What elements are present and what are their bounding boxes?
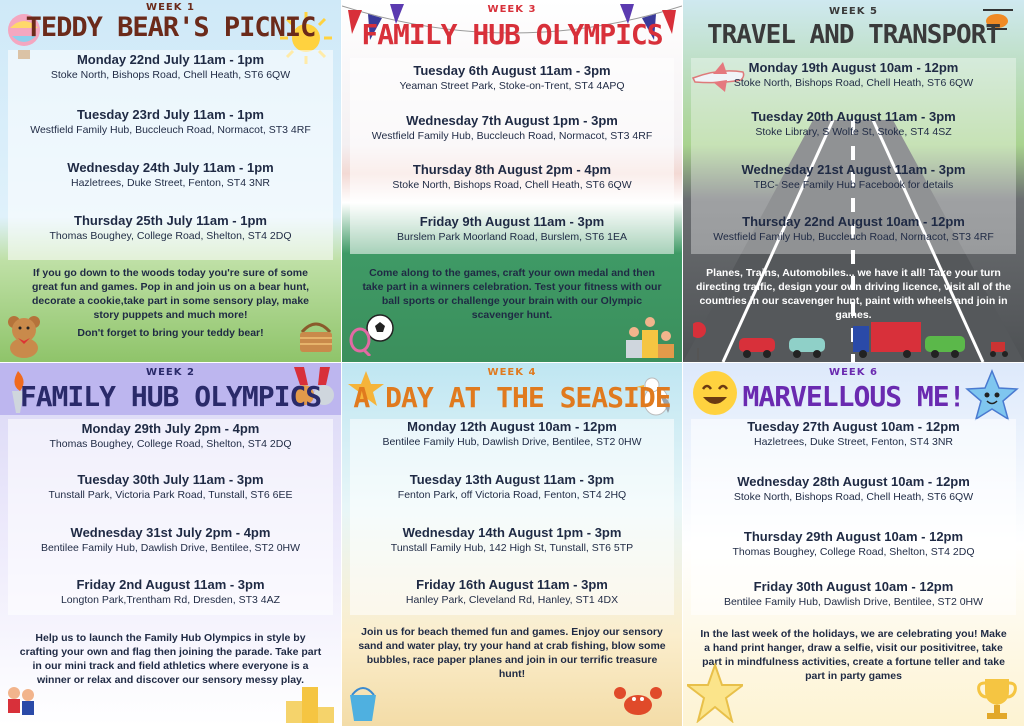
panel-title: FAMILY HUB OLYMPICS	[361, 18, 663, 51]
week-label: WEEK 2	[146, 367, 195, 378]
week-label: WEEK 4	[487, 367, 537, 378]
events-card	[8, 419, 333, 615]
panel-reminder: Don't forget to bring your teddy bear!	[77, 327, 264, 339]
panel-description: Planes, Trains, Automobiles... we have it all! Take your turn directing traffic, design your own driving licence, visit all of the countries in our scavenger hunt, paint with wheels and join in games.	[695, 267, 1012, 321]
panel-week-1	[0, 0, 341, 362]
gold-star-icon	[687, 663, 743, 723]
event-item: Monday 12th August 10am - 12pm Bentilee Family Hub, Dawlish Drive, Bentilee, ST2 0HW	[382, 419, 642, 448]
panel-title: TEDDY BEAR'S PICNIC	[25, 12, 316, 43]
event-item: Thursday 8th August 2pm - 4pm Stoke North, Bishops Road, Chell Heath, ST6 6QW	[392, 162, 632, 191]
panel-description: Help us to launch the Family Hub Olympics in style by crafting your own and flag then joining the parade. Take part in our mini track and field athletics where everyone is a winner or relax and discover our sensory messy play.	[19, 632, 322, 686]
event-item: Wednesday 31st July 2pm - 4pm Bentilee Family Hub, Dawlish Drive, Bentilee, ST2 0HW	[40, 525, 301, 554]
panel-title: MARVELLOUS ME!	[742, 380, 965, 413]
event-item: Tuesday 23rd July 11am - 1pm Westfield Family Hub, Buccleuch Road, Normacot, ST3 4RF	[30, 107, 311, 136]
panel-week-4	[342, 363, 682, 726]
panel-description: If you go down to the woods today you're sure of some great fun and games. Pop in and join us on a bear hunt, decorate a cookie,take part in some sensory play, make story puppets and much more!	[31, 267, 310, 321]
crab-icon	[612, 681, 664, 721]
event-item: Friday 16th August 11am - 3pm Hanley Park, Cleveland Rd, Hanley, ST1 4DX	[405, 577, 619, 606]
week-label: WEEK 1	[146, 2, 195, 13]
event-item: Monday 19th August 10am - 12pm Stoke North, Bishops Road, Chell Heath, ST6 6QW	[733, 60, 974, 89]
panel-week-2	[0, 363, 341, 726]
trophy-icon	[975, 675, 1019, 721]
panel-description: Come along to the games, craft your own medal and then take part in a winners celebration. Test your fitness with our ball sports or challenge your brain with our Olympic scavenger hunt.	[362, 267, 662, 321]
event-item: Monday 29th July 2pm - 4pm Thomas Boughey, College Road, Shelton, ST4 2DQ	[49, 421, 292, 450]
panel-week-5	[683, 0, 1024, 362]
event-item: Monday 22nd July 11am - 1pm Stoke North, Bishops Road, Chell Heath, ST6 6QW	[50, 52, 291, 81]
panel-description: In the last week of the holidays, we are celebrating you! Make a hand print hanger, draw a selfie, visit our positivitree, take part in mindfulness activities, create a fortune teller and take part in party games	[700, 628, 1007, 682]
events-card	[8, 50, 333, 260]
event-item: Wednesday 14th August 1pm - 3pm Tunstall Family Hub, 142 High St, Tunstall, ST6 5TP	[390, 525, 634, 554]
event-item: Wednesday 21st August 11am - 3pm TBC- See Family Hub Facebook for details	[741, 162, 966, 191]
event-item: Friday 9th August 11am - 3pm Burslem Park Moorland Road, Burslem, ST6 1EA	[397, 214, 627, 243]
events-card	[691, 58, 1016, 254]
event-item: Friday 2nd August 11am - 3pm Longton Park,Trentham Rd, Dresden, ST3 4AZ	[60, 577, 281, 606]
event-item: Thursday 25th July 11am - 1pm Thomas Boughey, College Road, Shelton, ST4 2DQ	[49, 213, 292, 242]
event-item: Tuesday 30th July 11am - 3pm Tunstall Park, Victoria Park Road, Tunstall, ST6 6EE	[48, 472, 293, 501]
week-label: WEEK 6	[829, 367, 878, 378]
children-icon	[4, 685, 38, 723]
event-item: Tuesday 6th August 11am - 3pm Yeaman Street Park, Stoke-on-Trent, ST4 4APQ	[399, 63, 625, 92]
panel-title: A DAY AT THE SEASIDE	[353, 381, 671, 414]
panel-title: TRAVEL AND TRANSPORT	[706, 20, 1001, 50]
events-card	[350, 419, 674, 615]
podium-icon	[284, 681, 338, 723]
vehicles-illustration	[693, 320, 1023, 360]
event-item: Wednesday 28th August 10am - 12pm Stoke North, Bishops Road, Chell Heath, ST6 6QW	[733, 474, 974, 503]
panel-week-3	[342, 0, 682, 362]
sand-bucket-icon	[346, 679, 380, 723]
event-item: Thursday 29th August 10am - 12pm Thomas Boughey, College Road, Shelton, ST4 2DQ	[732, 529, 975, 558]
event-item: Tuesday 13th August 11am - 3pm Fenton Park, off Victoria Road, Fenton, ST4 2HQ	[397, 472, 627, 501]
event-item: Tuesday 27th August 10am - 12pm Hazletrees, Duke Street, Fenton, ST4 3NR	[747, 419, 960, 448]
podium-icon	[624, 312, 678, 358]
event-item: Tuesday 20th August 11am - 3pm Stoke Library, S Wolfe St, Stoke, ST4 4SZ	[751, 109, 956, 138]
events-card	[350, 58, 674, 254]
event-item: Friday 30th August 10am - 12pm Bentilee Family Hub, Dawlish Drive, Bentilee, ST2 0HW	[723, 579, 984, 608]
panel-title: FAMILY HUB OLYMPICS	[19, 380, 322, 413]
ball-and-racket-icon	[348, 312, 396, 356]
event-item: Thursday 22nd August 10am - 12pm Westfield Family Hub, Buccleuch Road, Normacot, ST3 4RF	[713, 214, 994, 243]
picnic-basket-icon	[296, 316, 336, 356]
panel-description: Join us for beach themed fun and games. Enjoy our sensory sand and water play, try your hand at crab fishing, blow some bubbles, race paper planes and join in our terrific treasure hunt!	[358, 626, 666, 680]
event-item: Wednesday 7th August 1pm - 3pm Westfield Family Hub, Buccleuch Road, Normacot, ST3 4RF	[371, 113, 653, 142]
event-item: Wednesday 24th July 11am - 1pm Hazletrees, Duke Street, Fenton, ST4 3NR	[67, 160, 274, 189]
panel-week-6	[683, 363, 1024, 726]
week-label: WEEK 5	[829, 6, 878, 17]
events-card	[691, 419, 1016, 615]
week-label: WEEK 3	[487, 4, 537, 15]
teddy-bear-icon	[4, 314, 44, 358]
